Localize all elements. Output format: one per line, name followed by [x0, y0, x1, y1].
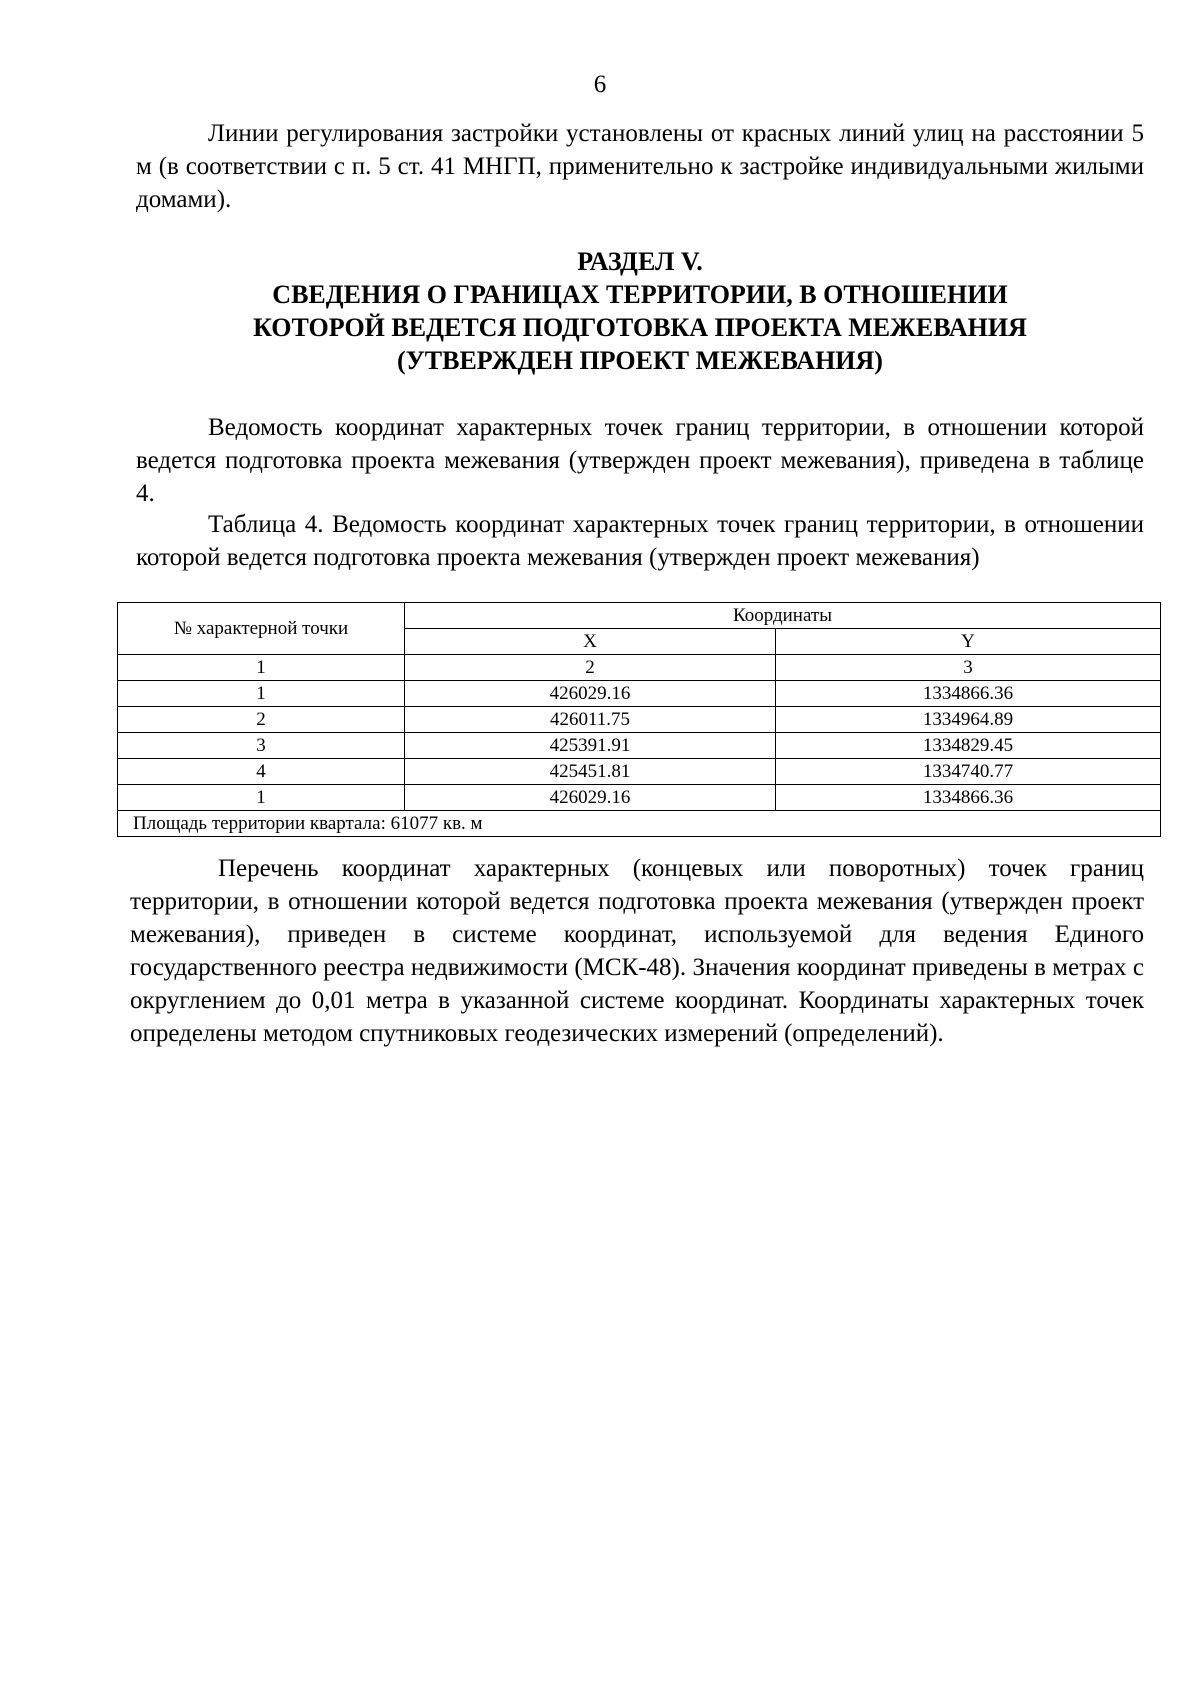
point-number-cell: 3 — [118, 733, 405, 759]
point-number-cell: 4 — [118, 759, 405, 785]
header-coordinates: Координаты — [405, 603, 1161, 629]
table-row — [118, 707, 1161, 733]
table-footer-row — [118, 811, 1161, 837]
section-heading — [136, 245, 1144, 377]
area-total: Площадь территории квартала: 61077 кв. м — [118, 811, 1161, 837]
header-y: Y — [776, 629, 1161, 655]
table-header-row — [118, 603, 1161, 629]
table-caption: Таблица 4. Ведомость координат характерных точек границ территории, в отношении которой ведется подготовка проекта межевания (утвержден проект межевания) — [136, 511, 1144, 571]
column-number: 1 — [118, 655, 405, 681]
header-point-number: № характерной точки — [118, 603, 405, 655]
header-x: X — [405, 629, 776, 655]
point-number-cell: 2 — [118, 707, 405, 733]
point-number-cell: 1 — [118, 681, 405, 707]
table-row — [118, 733, 1161, 759]
column-number: 3 — [776, 655, 1161, 681]
y-cell: 1334866.36 — [776, 785, 1161, 811]
table-row — [118, 759, 1161, 785]
section-heading-line: СВЕДЕНИЯ О ГРАНИЦАХ ТЕРРИТОРИИ, В ОТНОШЕНИИ — [272, 280, 1008, 309]
page-number: 6 — [593, 71, 607, 98]
y-cell: 1334740.77 — [776, 759, 1161, 785]
paragraph-table-reference: Ведомость координат характерных точек границ территории, в отношении которой ведется подготовка проекта межевания (утвержден проект межевания), приведена в таблице 4. — [136, 414, 1144, 507]
section-heading-line: КОТОРОЙ ВЕДЕТСЯ ПОДГОТОВКА ПРОЕКТА МЕЖЕВАНИЯ — [253, 313, 1027, 342]
y-cell: 1334964.89 — [776, 707, 1161, 733]
x-cell: 425451.81 — [405, 759, 776, 785]
x-cell: 425391.91 — [405, 733, 776, 759]
x-cell: 426029.16 — [405, 785, 776, 811]
table-row — [118, 785, 1161, 811]
column-number: 2 — [405, 655, 776, 681]
paragraph-coordinate-system: Перечень координат характерных (концевых или поворотных) точек границ территории, в отношении которой ведется подготовка проекта межевания (утвержден проект межевания), приведен в системе координат, используемой для ведения Единого государственного реестра недвижимости (МСК-48). Значения координат приведены в метрах с округлением до 0,01 метра в указанной системе координат. Координаты характерных точек определены методом спутниковых геодезических измерений (определений). — [130, 855, 1144, 1047]
x-cell: 426029.16 — [405, 681, 776, 707]
section-heading-line: (УТВЕРЖДЕН ПРОЕКТ МЕЖЕВАНИЯ) — [397, 346, 883, 375]
column-number-row — [118, 655, 1161, 681]
paragraph-building-lines: Линии регулирования застройки установлены от красных линий улиц на расстоянии 5 м (в соответствии с п. 5 ст. 41 МНГП, применительно к застройке индивидуальными жилыми домами). — [136, 120, 1144, 213]
point-number-cell: 1 — [118, 785, 405, 811]
y-cell: 1334866.36 — [776, 681, 1161, 707]
table-row — [118, 681, 1161, 707]
y-cell: 1334829.45 — [776, 733, 1161, 759]
section-heading-line: РАЗДЕЛ V. — [577, 247, 703, 276]
coordinates-table — [117, 602, 1161, 837]
x-cell: 426011.75 — [405, 707, 776, 733]
